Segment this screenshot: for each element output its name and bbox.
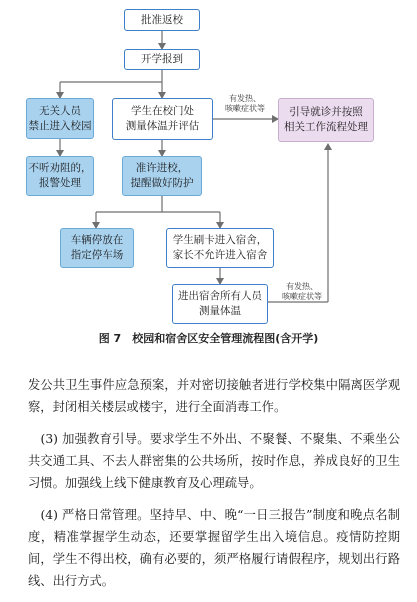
outsiders-box bbox=[26, 98, 94, 139]
approve-return-label: 批准返校 bbox=[141, 13, 183, 26]
dorm-card-label: 学生刷卡进入宿舍， 家长不允许进入宿舍 bbox=[172, 234, 268, 261]
paragraph-emergency: 发公共卫生事件应急预案，并对密切接触者进行学校集中隔离医学观察，封闭相关楼层或楼宇，进行全面消毒工作。 bbox=[28, 378, 400, 414]
screening-label: 学生在校门处 测量体温并评估 bbox=[125, 105, 200, 132]
dorm-card-box bbox=[166, 228, 274, 268]
symptom-note-bottom: 有发热、 咳嗽症状等 bbox=[282, 282, 322, 301]
approve-return-box bbox=[124, 9, 200, 31]
referral-label: 引导就诊并按照 相关工作流程处理 bbox=[284, 106, 368, 133]
allow-entry-label: 准许进校， 提醒做好防护 bbox=[130, 162, 194, 189]
noncompliant-label: 不听劝阻的， 报警处理 bbox=[28, 162, 92, 189]
allow-entry-box bbox=[122, 156, 202, 196]
referral-box bbox=[278, 98, 374, 142]
paragraph-education: (3) 加强教育引导。要求学生不外出、不聚餐、不聚集、不乘坐公共交通工具、不去人群密集的公共场所，按时作息，养成良好的卫生习惯。加强线上线下健康教育及心理疏导。 bbox=[28, 432, 400, 490]
noncompliant-box bbox=[26, 156, 94, 196]
register-label: 开学报到 bbox=[141, 53, 183, 65]
outsiders-label: 无关人员 禁止进入校园 bbox=[28, 104, 92, 132]
register-box bbox=[124, 49, 200, 70]
vehicle-parking-box bbox=[60, 228, 134, 268]
vehicle-parking-label: 车辆停放在 指定停车场 bbox=[70, 234, 124, 261]
paragraph-management: (4) 严格日常管理。坚持早、中、晚“一日三报告”制度和晚点名制度，精准掌握学生动态，还要掌握留学生出入境信息。疫情防控期间，学生不得出校，确有必要的，须严格履行请假程序，规划出行路线、出行方式。 bbox=[28, 508, 400, 588]
dorm-temperature-box bbox=[172, 284, 268, 324]
screening-box bbox=[112, 98, 213, 140]
figure-caption: 图 7 校园和宿舍区安全管理流程图(含开学) bbox=[98, 332, 319, 345]
dorm-temperature-label: 进出宿舍所有人员 测量体温 bbox=[178, 290, 262, 317]
symptom-note-top: 有发热、 咳嗽症状等 bbox=[225, 94, 265, 113]
